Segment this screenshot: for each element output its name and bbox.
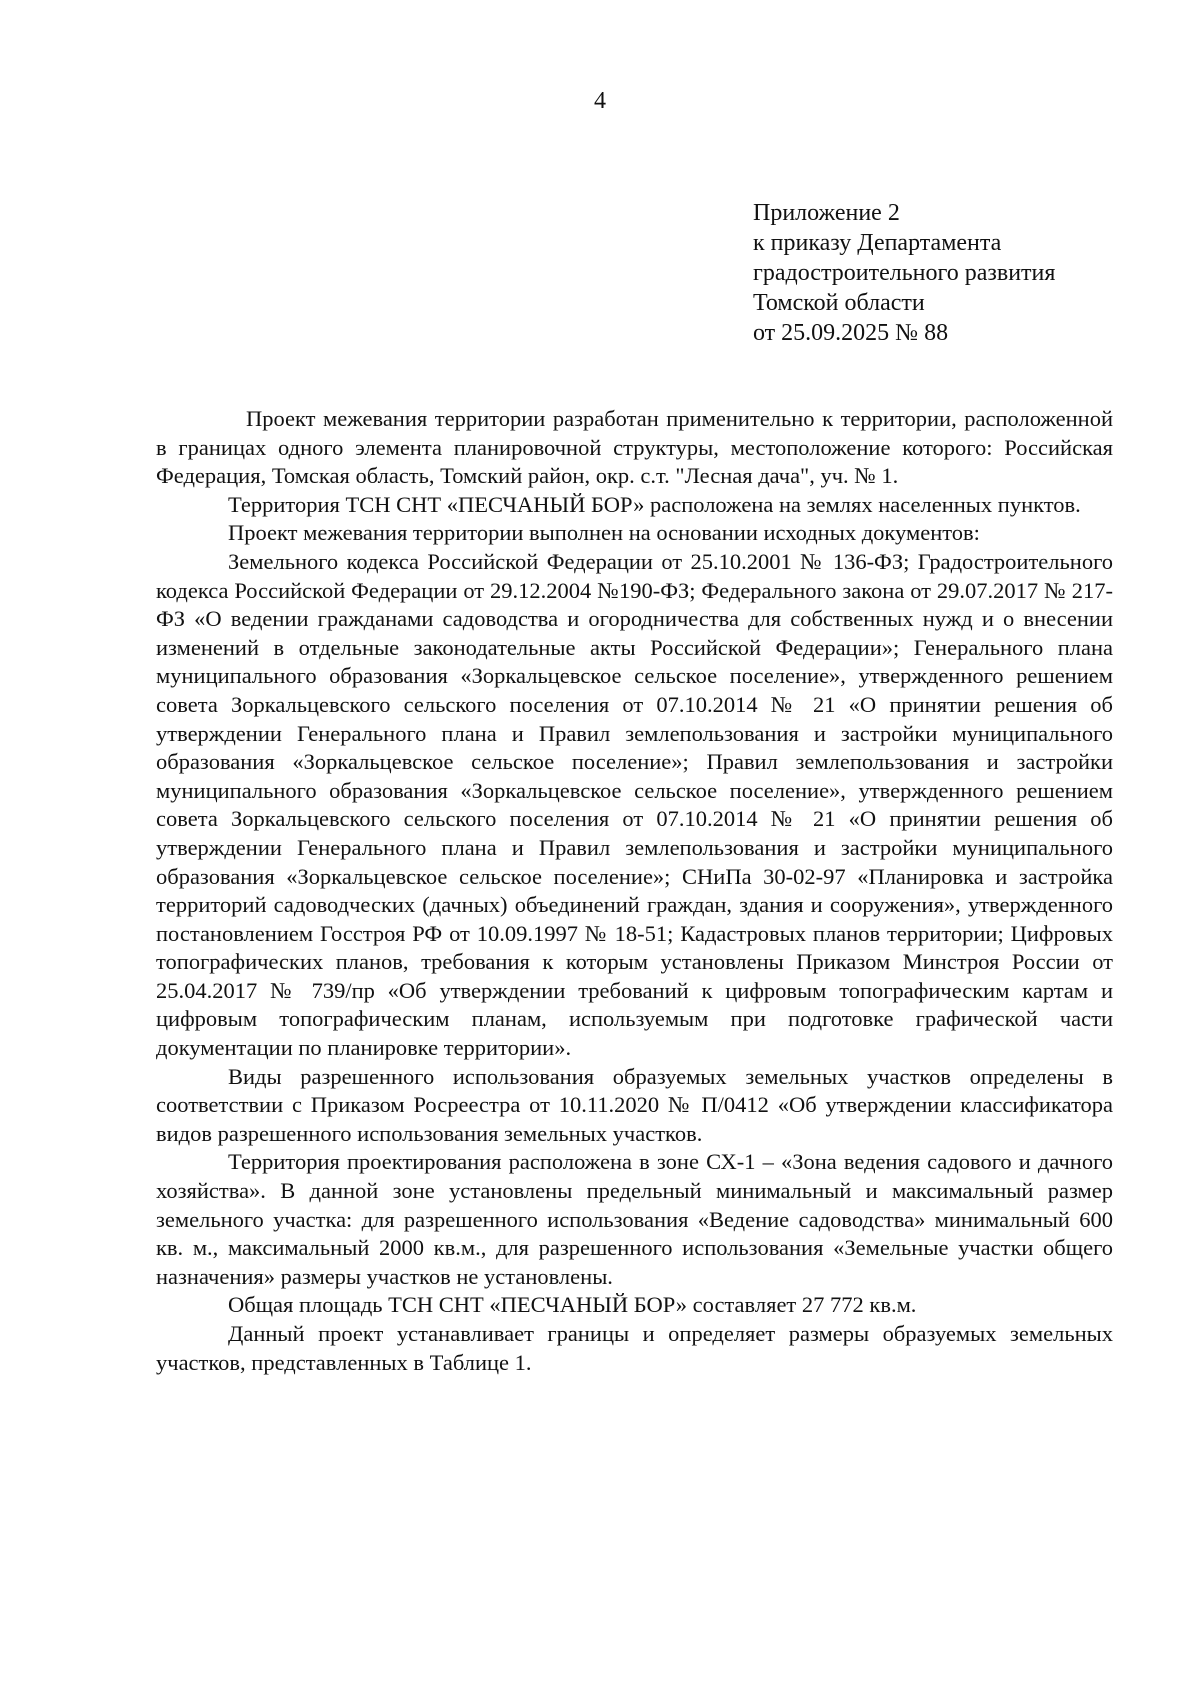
document-body bbox=[156, 405, 1113, 1377]
paragraph: Общая площадь ТСН СНТ «ПЕСЧАНЫЙ БОР» составляет 27 772 кв.м. bbox=[228, 1292, 917, 1318]
paragraph: Территория проектирования расположена в зоне СХ-1 – «Зона ведения садового и дачного хозяйства». В данной зоне установлены предельный минимальный и максимальный размер земельного участка: для разрешенного использования «Ведение садоводства» минимальный 600 кв. м., максимальный 2000 кв.м., для разрешенного использования «Земельные участки общего назначения» размеры участков не установлены. bbox=[156, 1149, 1113, 1289]
paragraph: Виды разрешенного использования образуемых земельных участков определены в соответствии с Приказом Росреестра от 10.11.2020 № П/0412 «Об утверждении классификатора видов разрешенного использования земельных участков. bbox=[156, 1063, 1113, 1146]
appendix-line: к приказу Департамента bbox=[753, 230, 1002, 256]
appendix-line: от 25.09.2025 № 88 bbox=[753, 320, 949, 346]
paragraph: Территория ТСН СНТ «ПЕСЧАНЫЙ БОР» расположена на землях населенных пунктов. bbox=[228, 491, 1081, 517]
page-number: 4 bbox=[594, 88, 606, 114]
paragraph: Земельного кодекса Российской Федерации от 25.10.2001 № 136-ФЗ; Градостроительного кодекса Российской Федерации от 29.12.2004 №190-ФЗ; Федерального закона от 29.07.2017 № 217-ФЗ «О ведении гражданами садоводства и огородничества для собственных нужд и о внесении изменений в отдельные законодательные акты Российской Федерации»; Генерального плана муниципального образования «Зоркальцевское сельское поселение», утвержденного решением совета Зоркальцевского сельского поселения от 07.10.2014 № 21 «О принятии решения об утверждении Генерального плана и Правил землепользования и застройки муниципального образования «Зоркальцевское сельское поселение»; Правил землепользования и застройки муниципального образования «Зоркальцевское сельское поселение», утвержденного решением совета Зоркальцевского сельского поселения от 07.10.2014 № 21 «О принятии решения об утверждении Генерального плана и Правил землепользования и застройки муниципального образования «Зоркальцевское сельское поселение»; СНиПа 30-02-97 «Планировка и застройка территорий садоводческих (дачных) объединений граждан, здания и сооружения», утвержденного постановлением Госстроя РФ от 10.09.1997 № 18-51; Кадастровых планов территории; Цифровых топографических планов, требования к которым установлены Приказом Минстроя России от 25.04.2017 № 739/пр «Об утверждении требований к цифровым топографическим картам и цифровым топографическим планам, используемым при подготовке графической части документации по планировке территории». bbox=[156, 548, 1113, 1061]
paragraph: Проект межевания территории разработан применительно к территории, расположенной в границах одного элемента планировочной структуры, местоположение которого: Российская Федерация, Томская область, Томский район, окр. с.т. "Лесная дача", уч. № 1. bbox=[156, 406, 1113, 489]
appendix-line: Томской области bbox=[753, 290, 925, 316]
paragraph: Данный проект устанавливает границы и определяет размеры образуемых земельных участков, представленных в Таблице 1. bbox=[156, 1321, 1113, 1375]
appendix-line: градостроительного развития bbox=[753, 260, 1056, 286]
appendix-header bbox=[753, 198, 1055, 348]
appendix-line: Приложение 2 bbox=[753, 200, 900, 226]
paragraph: Проект межевания территории выполнен на основании исходных документов: bbox=[228, 520, 980, 546]
